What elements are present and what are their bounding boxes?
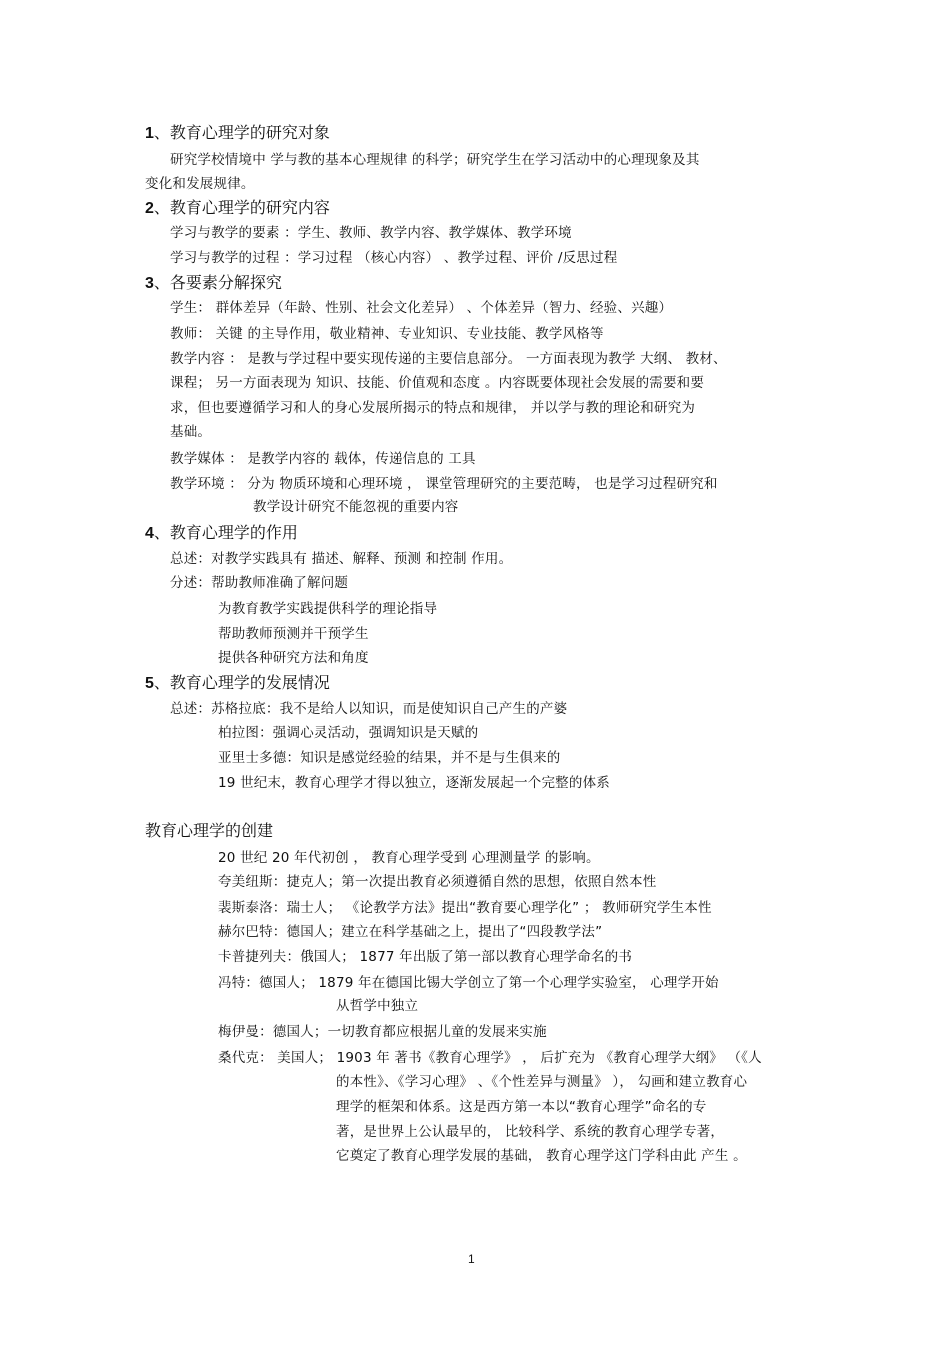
section-1-heading: [145, 120, 330, 143]
s3-line-5: 求，但也要遵循学习和人的身心发展所揭示的特点和规律， 并以学与教的理论和研究为: [170, 400, 696, 416]
s6-line-10: 的本性》、《学习心理》 、《个性差异与测量》 ）， 勾画和建立教育心: [336, 1074, 748, 1090]
s5-line-3: 亚里士多德：知识是感觉经验的结果，并不是与生俱来的: [218, 750, 561, 766]
section-3-number: 3: [145, 275, 154, 292]
s6-line-5: 卡普捷列夫：俄国人； 1877 年出版了第一部以教育心理学命名的书: [218, 949, 633, 965]
s6-line-9: 桑代克： 美国人； 1903 年 著书《教育心理学》 ， 后扩充为 《教育心理学大纲》 （《人: [218, 1050, 762, 1066]
section-5-number: 5: [145, 675, 154, 692]
s6-line-8: 梅伊曼：德国人；一切教育都应根据儿童的发展来实施: [218, 1024, 547, 1040]
s4-line-3: 为教育教学实践提供科学的理论指导: [218, 601, 438, 617]
s6-line-12: 著，是世界上公认最早的， 比较科学、系统的教育心理学专著，: [336, 1124, 725, 1140]
section-1-number: 1: [145, 125, 154, 142]
s1-line-2: 变化和发展规律。: [145, 176, 255, 192]
s4-line-5: 提供各种研究方法和角度: [218, 650, 369, 666]
s5-line-4: 19 世纪末，教育心理学才得以独立，逐渐发展起一个完整的体系: [218, 775, 610, 791]
section-4-title: 、教育心理学的作用: [153, 523, 298, 542]
s3-line-4: 课程； 另一方面表现为 知识、技能、价值观和态度 。内容既要体现社会发展的需要和要: [170, 375, 705, 391]
s2-line-2: 学习与教学的过程 ：学习过程 （核心内容） 、教学过程、评价 /反思过程: [170, 250, 618, 266]
s5-line-1: 总述：苏格拉底：我不是给人以知识，而是使知识自己产生的产婆: [170, 701, 568, 717]
section-4-number: 4: [145, 525, 154, 542]
section-4-heading: [145, 520, 298, 543]
creation-heading: 教育心理学的创建: [145, 821, 274, 840]
s3-line-6: 基础。: [170, 424, 212, 440]
s6-line-7: 从哲学中独立: [336, 998, 419, 1014]
s6-line-4: 赫尔巴特：德国人；建立在科学基础之上，提出了“四段教学法”: [218, 924, 603, 940]
page-number: 1: [468, 1252, 475, 1266]
s3-line-8: 教学环境 ： 分为 物质环境和心理环境 ， 课堂管理研究的主要范畴， 也是学习过程研究和: [170, 476, 718, 492]
section-1-title: 、教育心理学的研究对象: [153, 123, 330, 142]
s6-line-3: 裴斯泰洛：瑞士人； 《论教学方法》提出“教育要心理学化” ； 教师研究学生本性: [218, 900, 712, 916]
section-2-title: 、教育心理学的研究内容: [153, 198, 330, 217]
s6-line-13: 它奠定了教育心理学发展的基础， 教育心理学这门学科由此 产生 。: [336, 1148, 747, 1164]
s4-line-2: 分述：帮助教师准确了解问题: [170, 575, 349, 591]
section-5-title: 、教育心理学的发展情况: [153, 673, 330, 692]
s3-line-1: 学生： 群体差异（年龄、性别、社会文化差异） 、个体差异（智力、经验、兴趣）: [170, 300, 673, 316]
s3-line-9: 教学设计研究不能忽视的重要内容: [253, 499, 459, 515]
s5-line-2: 柏拉图：强调心灵活动，强调知识是天赋的: [218, 725, 479, 741]
s4-line-1: 总述：对教学实践具有 描述、解释、预测 和控制 作用。: [170, 551, 513, 567]
s6-line-1: 20 世纪 20 年代初创 ， 教育心理学受到 心理测量学 的影响。: [218, 850, 600, 866]
s3-line-7: 教学媒体 ： 是教学内容的 载体，传递信息的 工具: [170, 451, 476, 467]
s3-line-2: 教师： 关键 的主导作用，敬业精神、专业知识、专业技能、教学风格等: [170, 326, 604, 342]
s3-line-3: 教学内容 ： 是教与学过程中要实现传递的主要信息部分。 一方面表现为教学 大纲、 教材、: [170, 351, 727, 367]
s1-line-1: 研究学校情境中 学与教的基本心理规律 的科学；研究学生在学习活动中的心理现象及其: [170, 152, 700, 168]
s6-line-2: 夸美纽斯：捷克人；第一次提出教育必须遵循自然的思想，依照自然本性: [218, 874, 657, 890]
section-3-heading: [145, 270, 282, 293]
section-5-heading: [145, 670, 330, 693]
s4-line-4: 帮助教师预测并干预学生: [218, 626, 369, 642]
s6-line-6: 冯特：德国人； 1879 年在德国比锡大学创立了第一个心理学实验室， 心理学开始: [218, 975, 719, 991]
section-2-number: 2: [145, 200, 154, 217]
section-3-title: 、各要素分解探究: [153, 273, 282, 292]
section-2-heading: [145, 195, 330, 218]
s6-line-11: 理学的框架和体系。这是西方第一本以“教育心理学”命名的专: [336, 1099, 707, 1115]
s2-line-1: 学习与教学的要素 ：学生、教师、教学内容、教学媒体、教学环境: [170, 225, 572, 241]
